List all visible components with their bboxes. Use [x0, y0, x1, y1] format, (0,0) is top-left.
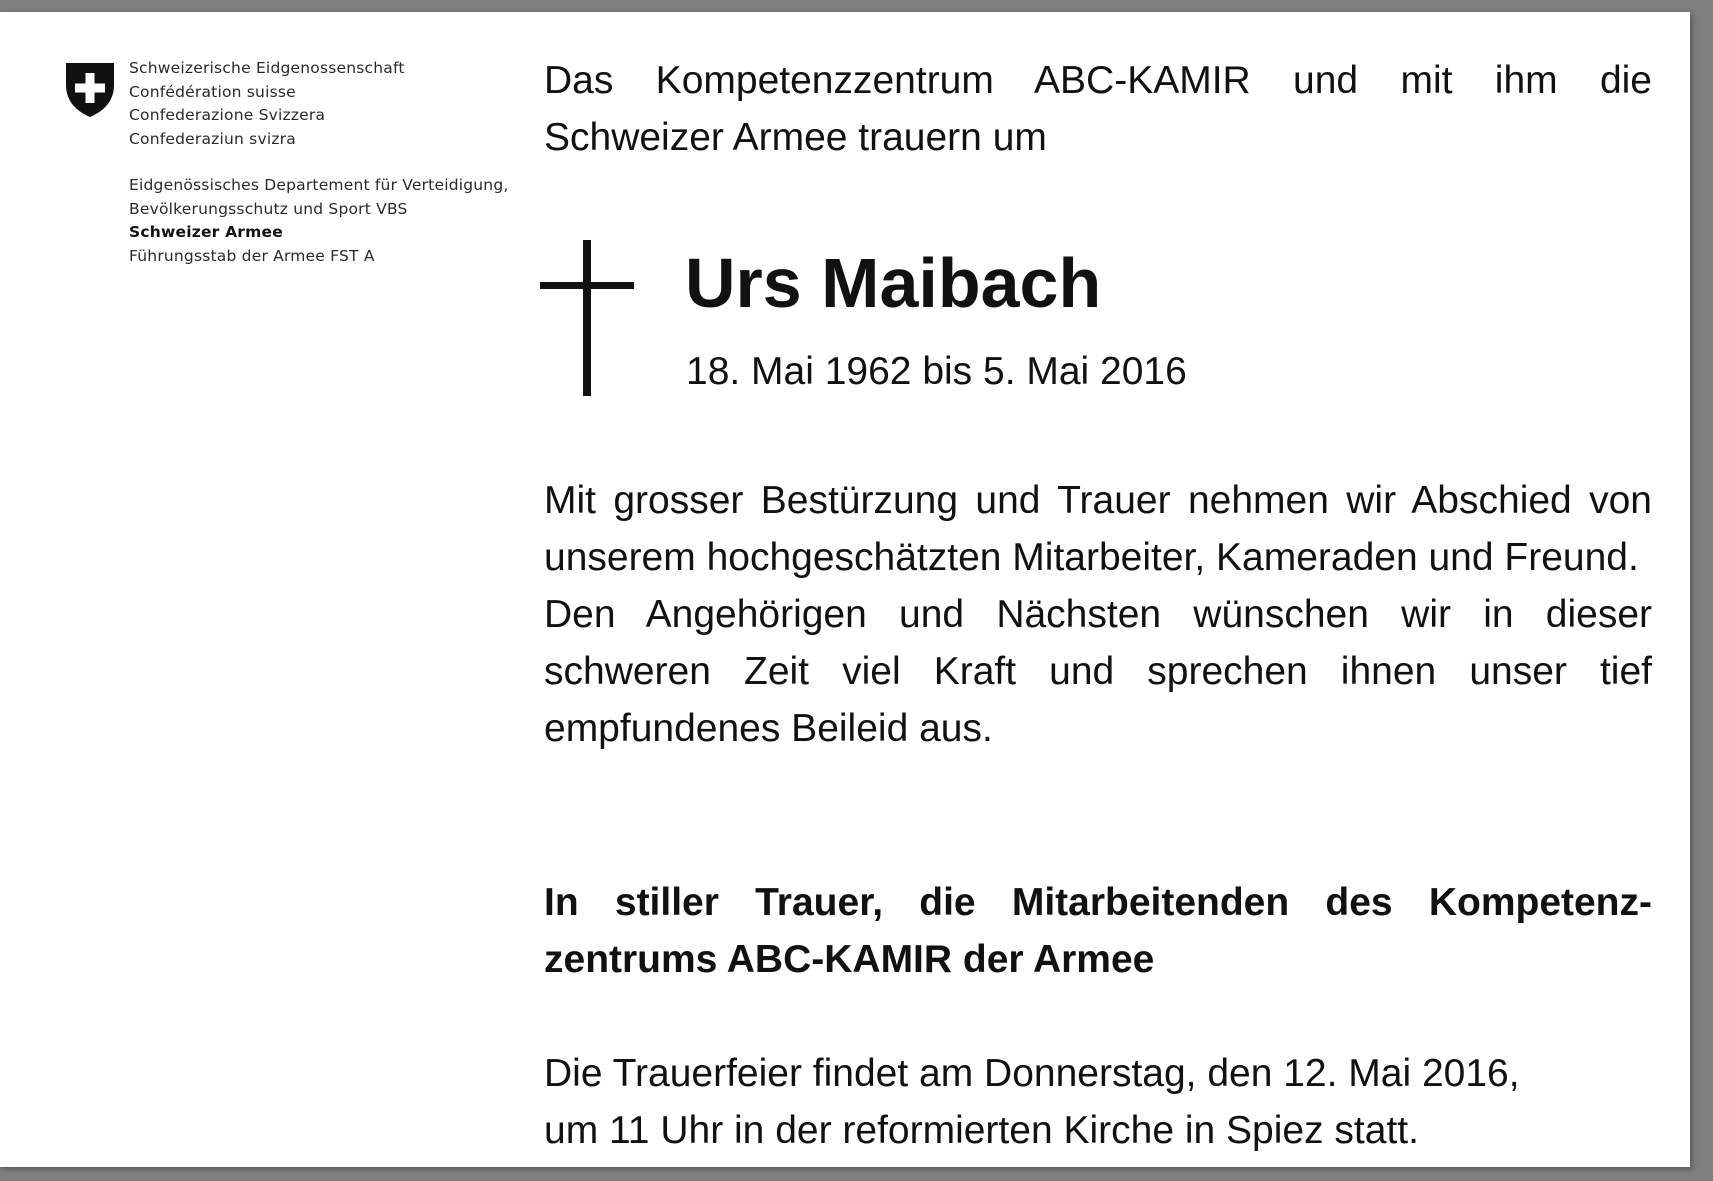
spacer [129, 151, 529, 174]
condolence-paragraph-1: Mit grosser Bestürzung und Trauer nehmen wir Abschied von unserem hochgeschätzten Mitarbeiter, Kameraden und Freund. [544, 479, 1652, 579]
intro-text: Das Kompetenzzentrum ABC-KAMIR und mit ihm die Schweizer Armee trauern um [544, 59, 1652, 159]
country-name-de: Schweizerische Eidgenossenschaft [129, 59, 405, 77]
country-name-rm: Confederaziun svizra [129, 129, 296, 148]
life-dates: 18. Mai 1962 bis 5. Mai 2016 [686, 350, 1187, 393]
cross-vertical-bar [583, 240, 591, 396]
service-line-2: um 11 Uhr in der reformierten Kirche in Spiez statt. [544, 1109, 1419, 1152]
service-info [544, 1045, 1652, 1159]
condolence-paragraph-2: Den Angehörigen und Nächsten wünschen wir in dieser schweren Zeit viel Kraft und sprechen ihnen unser tief empfundenes Beileid aus. [544, 593, 1652, 750]
unit-name: Schweizer Armee [129, 223, 283, 241]
country-name-it: Confederazione Svizzera [129, 106, 326, 124]
latin-cross-icon [540, 240, 634, 396]
subunit-name: Führungsstab der Armee FST A [129, 246, 375, 265]
service-line-1: Die Trauerfeier findet am Donnerstag, den 12. Mai 2016, [544, 1052, 1520, 1095]
cross-horizontal-bar [540, 282, 634, 289]
country-name-fr: Confédération suisse [129, 82, 296, 101]
closing-signature: In stiller Trauer, die Mitarbeitenden des Kompetenz-zentrums ABC-KAMIR der Armee [544, 881, 1652, 981]
department-line-2: Bevölkerungsschutz und Sport VBS [129, 199, 408, 218]
sender-text [129, 57, 529, 268]
obituary-page [0, 12, 1690, 1167]
swiss-cross-shield-icon [62, 61, 118, 119]
deceased-name: Urs Maibach [685, 244, 1102, 322]
condolence-text [544, 472, 1652, 757]
department-line-1: Eidgenössisches Departement für Verteidigung, [129, 176, 509, 194]
